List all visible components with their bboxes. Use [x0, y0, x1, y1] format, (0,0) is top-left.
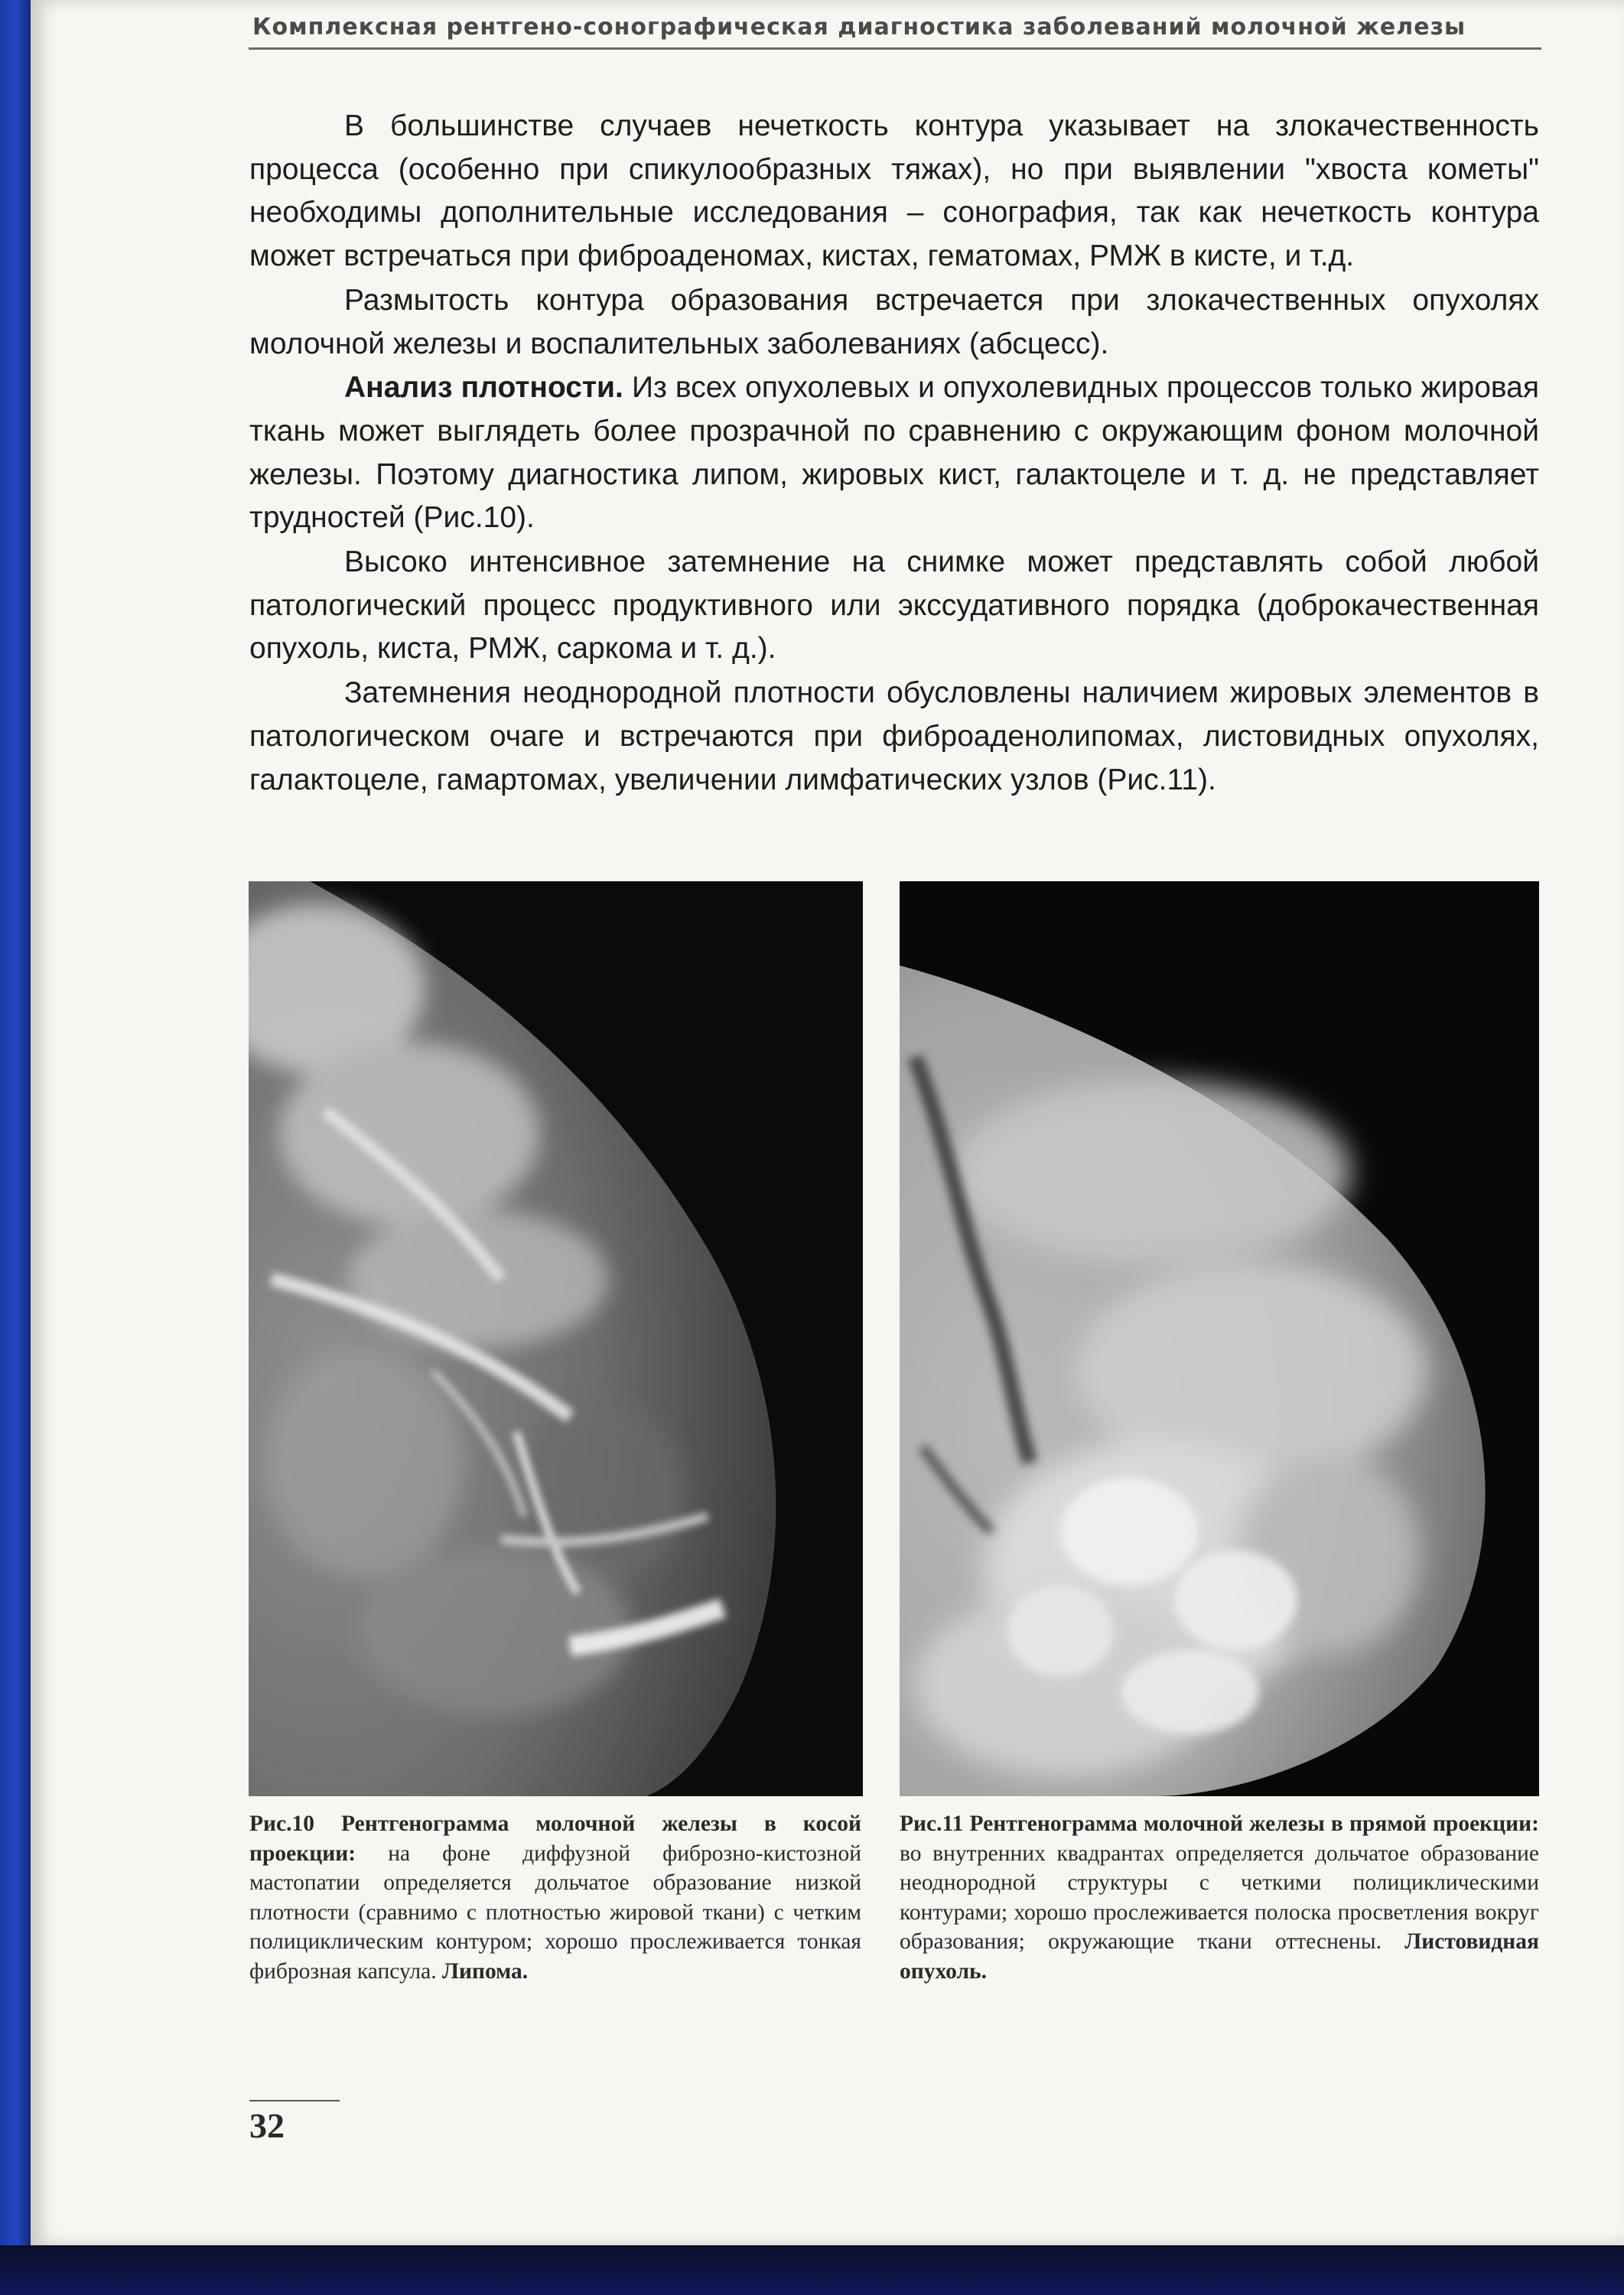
- mammogram-figure-11: [900, 881, 1539, 1796]
- figure-11-diagnosis: Листовидная опухоль.: [900, 1929, 1539, 1984]
- paragraph-contour-blur: Размытость контура образования встречается при злокачественных опухолях молочной железы и воспалительных заболеваниях (абсцесс).: [249, 283, 1539, 360]
- book-binding-edge: [0, 0, 31, 2295]
- running-header: Комплексная рентгено-сонографическая диагностика заболеваний молочной железы: [252, 14, 1466, 41]
- page-number: 32: [249, 2106, 285, 2145]
- page-number-rule: [249, 2100, 340, 2101]
- header-rule: [249, 47, 1541, 50]
- density-analysis-text: Из всех опухолевых и опухолевидных процессов только жировая ткань может выглядеть более прозрачной по сравнению с окружающим фоном молочной железы. Поэтому диагностика липом, жировых кист, галактоцеле и т. д. не представляет трудностей (Рис.10).: [249, 371, 1539, 535]
- paragraph-high-intensity: Высоко интенсивное затемнение на снимке может представлять собой любой патологический процесс продуктивного или экссудативного порядка (доброкачественная опухоль, киста, РМЖ, саркома и т. д.).: [249, 545, 1539, 666]
- figure-10-caption-lead: Рис.10 Рентгенограмма молочной железы в косой проекции:: [249, 1812, 861, 1866]
- figure-10-diagnosis: Липома.: [442, 1958, 529, 1984]
- figure-11-caption-body: во внутренних квадрантах определяется дольчатое образование неоднородной структуры с четкими полициклическими контурами; хорошо прослеживается полоска просветления вокруг образования; окружающие ткани оттеснены.: [900, 1841, 1539, 1954]
- figure-11-caption-lead: Рис.11 Рентгенограмма молочной железы в прямой проекции:: [900, 1812, 1539, 1836]
- figure-11-caption: [900, 1809, 1539, 1986]
- book-bottom-edge: [0, 2245, 1624, 2295]
- figure-10-caption: [249, 1809, 861, 1986]
- mammogram-figure-10: [249, 881, 863, 1796]
- paragraph-contour-fuzziness: В большинстве случаев нечеткость контура указывает на злокачественность процесса (особенно при спикулообразных тяжах), но при выявлении "хвоста кометы" необходимы дополнительные исследования – сонография, так как нечеткость контура может встречаться при фиброаденомах, кистах, гематомах, РМЖ в кисте, и т.д.: [249, 109, 1539, 273]
- paragraph-density-analysis: [249, 366, 1539, 540]
- mammogram-frontal-image: [900, 881, 1539, 1796]
- density-analysis-heading: Анализ плотности.: [344, 371, 623, 405]
- paragraph-heterogeneous-density: Затемнения неоднородной плотности обусловлены наличием жировых элементов в патологическом очаге и встречаются при фиброаденолипомах, листовидных опухолях, галактоцеле, гамартомах, увеличении лимфатических узлов (Рис.11).: [249, 676, 1539, 796]
- body-text: [249, 105, 1539, 802]
- mammogram-oblique-image: [249, 881, 863, 1796]
- figure-10-caption-body: на фоне диффузной фиброзно-кистозной мастопатии определяется дольчатое образование низкой плотности (сравнимо с плотностью жировой ткани) с четким полициклическим контуром; хорошо прослеживается тонкая фиброзная капсула.: [249, 1841, 861, 1984]
